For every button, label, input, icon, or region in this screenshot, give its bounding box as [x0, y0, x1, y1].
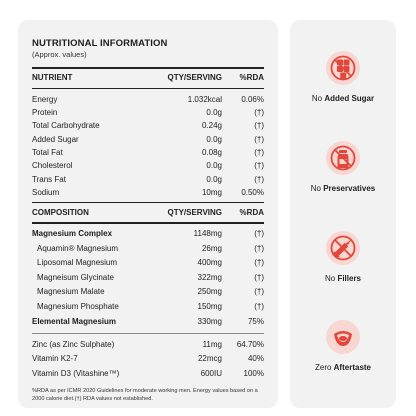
- nutrient-qty: 1.032kcal: [187, 94, 222, 104]
- composition-rda: (†): [254, 258, 264, 268]
- nutrient-rda: 0.06%: [241, 94, 264, 104]
- composition-name: Magnesium Phosphate: [37, 302, 119, 312]
- table-row: [32, 93, 264, 106]
- vitamin-qty: 11mg: [202, 339, 222, 349]
- composition-rda: 75%: [247, 316, 264, 326]
- table-row: [32, 256, 264, 271]
- nutrient-qty: 0.0g: [206, 108, 222, 118]
- no-sugar-icon: [326, 51, 360, 85]
- column-header-rda: %RDA: [239, 207, 264, 217]
- composition-name: Magneisum Glycinate: [37, 272, 114, 282]
- nutrient-rda: (†): [254, 161, 264, 171]
- nutrient-qty: 10mg: [201, 187, 222, 197]
- nutrition-panel: [18, 20, 278, 408]
- table-row: [32, 352, 264, 367]
- claim-no-added-sugar: [290, 51, 396, 103]
- panel-subtitle: (Approx. values): [32, 50, 87, 59]
- nutrient-rda: (†): [254, 148, 264, 158]
- nutrient-name: Protein: [32, 108, 58, 118]
- nutrient-name: Added Sugar: [32, 134, 79, 144]
- claim-label: No Preservatives: [310, 184, 376, 193]
- column-header-rda: %RDA: [239, 73, 264, 83]
- nutrient-name: Energy: [32, 94, 58, 104]
- composition-qty: 330mg: [197, 316, 222, 326]
- vitamin-rda: 64.70%: [236, 339, 264, 349]
- claims-panel: [290, 20, 396, 408]
- column-header-nutrient: NUTRIENT: [32, 73, 73, 83]
- nutrient-qty: 0.08g: [201, 148, 222, 158]
- table-row: [32, 146, 264, 159]
- table-row: [32, 186, 264, 199]
- composition-qty: 1148mg: [193, 229, 222, 239]
- no-fillers-icon: [326, 231, 360, 265]
- composition-name: Magnesium Complex: [32, 229, 113, 239]
- table-row: [32, 227, 264, 242]
- table-row: [32, 285, 264, 300]
- table-row: [32, 241, 264, 256]
- table-row: [32, 173, 264, 186]
- nutrient-qty: 0.24g: [201, 121, 222, 131]
- table-row: [32, 338, 264, 353]
- claim-label: No Fillers: [324, 274, 362, 283]
- claim-no-preservatives: [290, 141, 396, 193]
- column-header-qty: QTY/SERVING: [167, 73, 222, 83]
- composition-rda: (†): [254, 272, 264, 282]
- composition-name: Magnesium Malate: [37, 287, 105, 297]
- column-header-qty: QTY/SERVING: [167, 207, 222, 217]
- vitamin-name: Zinc (as Zinc Sulphate): [32, 339, 115, 349]
- nutrient-rda: (†): [254, 108, 264, 118]
- table-row: [32, 120, 264, 133]
- vitamin-qty: 22mcg: [197, 354, 222, 364]
- table-row: [32, 300, 264, 315]
- vitamin-qty: 600IU: [200, 368, 222, 378]
- table-row: [32, 367, 264, 382]
- composition-name: Elemental Magnesium: [32, 316, 117, 326]
- nutrient-name: Total Carbohydrate: [32, 121, 100, 131]
- panel-title: NUTRITIONAL INFORMATION: [32, 38, 168, 49]
- composition-qty: 322mg: [197, 272, 222, 282]
- nutrient-name: Cholesterol: [32, 161, 73, 171]
- table-row: [32, 106, 264, 119]
- table-row: [32, 271, 264, 286]
- nutrient-rda: (†): [254, 174, 264, 184]
- nutrient-header-row: [32, 69, 264, 88]
- vitamin-name: Vitamin D3 (Vitashine™): [32, 368, 120, 378]
- composition-name: Liposomal Magnesium: [37, 258, 118, 268]
- column-header-composition: COMPOSITION: [32, 207, 89, 217]
- table-row: [32, 133, 264, 146]
- nutrient-qty: 0.0g: [206, 174, 222, 184]
- vitamin-rda: 40%: [247, 354, 264, 364]
- composition-qty: 250mg: [197, 287, 222, 297]
- claim-label: Zero Aftertaste: [314, 363, 371, 372]
- composition-rda: (†): [254, 302, 264, 312]
- nutrient-qty: 0.0g: [206, 161, 222, 171]
- zero-aftertaste-icon: [326, 320, 360, 354]
- vitamin-rda: 100%: [243, 368, 264, 378]
- composition-rda: (†): [254, 243, 264, 253]
- nutrient-name: Total Fat: [32, 148, 63, 158]
- table-row: [32, 160, 264, 173]
- nutrient-rda: (†): [254, 134, 264, 144]
- claim-zero-aftertaste: [290, 320, 396, 372]
- table-row: [32, 314, 264, 329]
- composition-qty: 400mg: [197, 258, 222, 268]
- composition-qty: 26mg: [201, 243, 222, 253]
- composition-rda: (†): [254, 287, 264, 297]
- composition-header-row: [32, 203, 264, 222]
- nutrient-rda: (†): [254, 121, 264, 131]
- composition-name: Aquamin® Magnesium: [37, 243, 119, 253]
- nutrient-rda: 0.50%: [241, 187, 264, 197]
- nutrient-name: Sodium: [32, 187, 60, 197]
- no-preservatives-icon: [326, 141, 360, 175]
- composition-qty: 150mg: [197, 302, 222, 312]
- footnote: %RDA as per ICMR 2020 Guidelines for moderate working men. Energy values based on a 2000 calorie diet.(†) RDA values not established.: [32, 388, 258, 402]
- vitamin-name: Vitamin K2-7: [32, 354, 78, 364]
- composition-rda: (†): [254, 229, 264, 239]
- claim-no-fillers: [290, 231, 396, 283]
- nutrient-qty: 0.0g: [206, 134, 222, 144]
- nutrient-name: Trans Fat: [32, 174, 66, 184]
- claim-label: No Added Sugar: [311, 94, 375, 103]
